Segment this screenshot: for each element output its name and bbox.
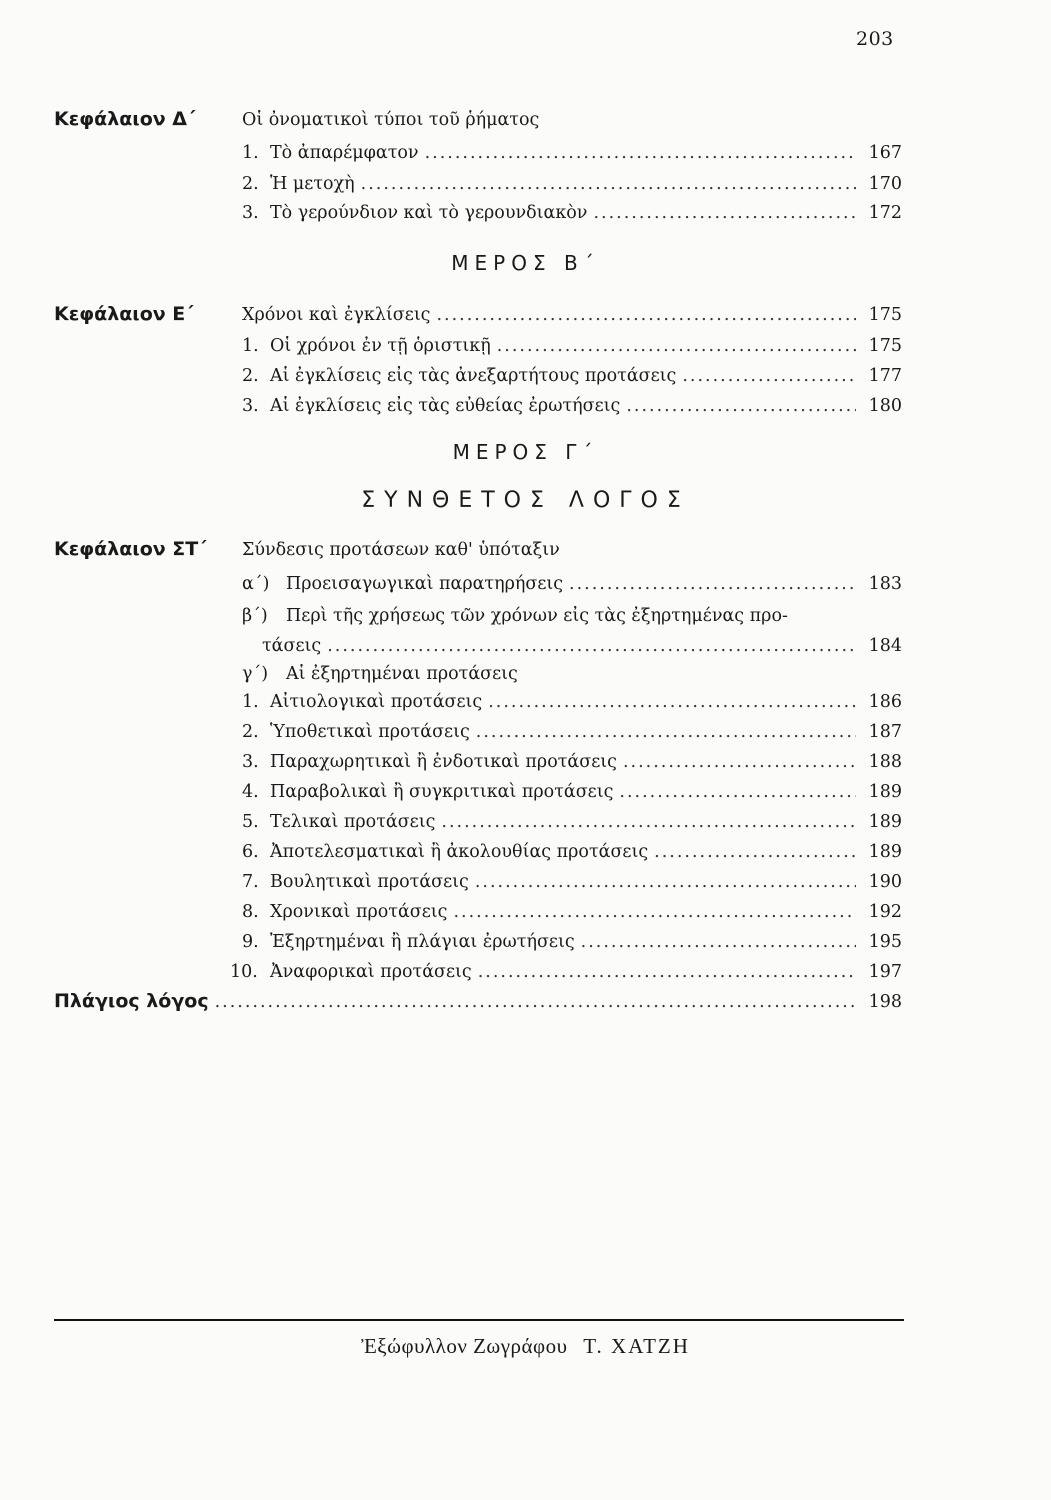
toc-entry	[242, 902, 902, 922]
entry-number: 1.	[242, 692, 259, 712]
dot-leader	[361, 174, 856, 194]
toc-entry	[242, 872, 902, 892]
entry-title: Αἱ ἐγκλίσεις εἰς τὰς ἀνεξαρτήτους προτάσεις	[270, 366, 677, 386]
dot-leader	[682, 366, 856, 386]
entry-page: 198	[868, 992, 902, 1012]
dot-leader	[476, 722, 856, 742]
toc-entry	[242, 396, 902, 416]
entry-title: Ἀποτελεσματικαὶ ἢ ἀκολουθίας προτάσεις	[270, 842, 649, 862]
toc-entry	[242, 305, 902, 325]
entry-number: 1.	[242, 336, 259, 356]
entry-number: 9.	[242, 932, 259, 952]
dot-leader	[425, 143, 856, 163]
dot-leader	[626, 396, 856, 416]
dot-leader	[215, 992, 856, 1012]
entry-page: 170	[868, 174, 902, 194]
toc-entry	[242, 932, 902, 952]
entry-title: Τὸ ἀπαρέμφατον	[270, 143, 419, 163]
toc-entry	[242, 664, 518, 684]
entry-page: 189	[868, 782, 902, 802]
entry-page: 175	[868, 336, 902, 356]
entry-page: 190	[868, 872, 902, 892]
toc-entry	[54, 990, 902, 1012]
entry-number: 5.	[242, 812, 259, 832]
page-number: 203	[856, 28, 894, 50]
entry-number: γ΄)	[242, 664, 269, 684]
entry-title: τάσεις	[262, 636, 322, 656]
dot-leader	[593, 203, 856, 223]
credit-prefix: Ἐξώφυλλον Ζωγράφου	[361, 1334, 568, 1358]
entry-number: 8.	[242, 902, 259, 922]
dot-leader	[327, 636, 856, 656]
entry-page: 195	[868, 932, 902, 952]
toc-entry	[242, 842, 902, 862]
toc-entry	[242, 336, 902, 356]
entry-page: 187	[868, 722, 902, 742]
epilogue-label: Πλάγιος λόγος	[54, 990, 209, 1012]
dot-leader	[654, 842, 856, 862]
dot-leader	[436, 305, 856, 325]
chapter-d-label: Κεφάλαιον Δ΄	[54, 108, 196, 130]
part-c-heading: ΜΕΡΟΣ Γ΄	[452, 440, 599, 464]
entry-title: Παραβολικαὶ ἢ συγκριτικαὶ προτάσεις	[270, 782, 614, 802]
dot-leader	[581, 932, 856, 952]
dot-leader	[441, 812, 856, 832]
entry-number: 2.	[242, 174, 259, 194]
entry-number: 2.	[242, 366, 259, 386]
toc-entry	[242, 752, 902, 772]
dot-leader	[569, 574, 856, 594]
entry-number: 3.	[242, 396, 259, 416]
toc-entry	[242, 174, 902, 194]
entry-page: 177	[868, 366, 902, 386]
part-b-heading: ΜΕΡΟΣ Β΄	[451, 251, 600, 275]
entry-number: 1.	[242, 143, 259, 163]
toc-entry	[242, 782, 902, 802]
toc-entry	[242, 606, 902, 626]
entry-page: 188	[868, 752, 902, 772]
dot-leader	[497, 336, 856, 356]
dot-leader	[623, 752, 856, 772]
toc-entry	[242, 812, 902, 832]
toc-entry	[242, 692, 902, 712]
entry-page: 186	[868, 692, 902, 712]
toc-entry-continuation	[262, 636, 902, 656]
entry-number: β΄)	[242, 606, 268, 626]
dot-leader	[478, 962, 856, 982]
footer-rule	[54, 1319, 904, 1321]
toc-entry	[242, 574, 902, 594]
entry-page: 189	[868, 842, 902, 862]
entry-title: Βουλητικαὶ προτάσεις	[270, 872, 469, 892]
entry-number: 10.	[230, 962, 258, 982]
entry-title: Χρονικαὶ προτάσεις	[270, 902, 448, 922]
entry-page: 172	[868, 203, 902, 223]
entry-page: 197	[868, 962, 902, 982]
chapter-e-label: Κεφάλαιον Ε΄	[54, 303, 194, 325]
entry-number: 3.	[242, 203, 259, 223]
chapter-st-title-text: Σύνδεσις προτάσεων καθ' ὑπόταξιν	[242, 540, 560, 560]
entry-title: Ἐξηρτημέναι ἢ πλάγιαι ἐρωτήσεις	[270, 932, 575, 952]
dot-leader	[619, 782, 856, 802]
entry-title: Τελικαὶ προτάσεις	[270, 812, 436, 832]
entry-page: 180	[868, 396, 902, 416]
entry-title: Περὶ τῆς χρήσεως τῶν χρόνων εἰς τὰς ἐξηρτημένας προ-	[286, 606, 788, 626]
credit-name: Τ. ΧΑΤΖΗ	[583, 1334, 690, 1358]
entry-number: 4.	[242, 782, 259, 802]
entry-number: 7.	[242, 872, 259, 892]
part-c-subtitle: ΣΥΝΘΕΤΟΣ ΛΟΓΟΣ	[361, 488, 690, 513]
dot-leader	[475, 872, 856, 892]
entry-number: α΄)	[242, 574, 270, 594]
entry-title: Αἰτιολογικαὶ προτάσεις	[270, 692, 483, 712]
entry-title: Αἱ ἐξηρτημέναι προτάσεις	[286, 664, 518, 684]
chapter-e-title: Χρόνοι καὶ ἐγκλίσεις	[242, 305, 431, 325]
entry-page: 175	[868, 305, 902, 325]
entry-page: 183	[868, 574, 902, 594]
entry-title: Οἱ χρόνοι ἐν τῇ ὁριστικῇ	[270, 336, 491, 356]
chapter-d-title-text: Οἱ ὀνοματικοὶ τύποι τοῦ ῥήματος	[242, 110, 540, 130]
dot-leader	[488, 692, 856, 712]
entry-title: Αἱ ἐγκλίσεις εἰς τὰς εὐθείας ἐρωτήσεις	[270, 396, 621, 416]
chapter-d-title	[242, 110, 539, 130]
entry-page: 192	[868, 902, 902, 922]
toc-entry	[242, 366, 902, 386]
entry-number: 3.	[242, 752, 259, 772]
dot-leader	[453, 902, 856, 922]
toc-entry	[230, 962, 902, 982]
toc-entry	[242, 722, 902, 742]
chapter-st-title	[242, 540, 560, 560]
chapter-st-label: Κεφάλαιον ΣΤ΄	[54, 538, 207, 560]
cover-credit	[0, 1334, 1051, 1359]
toc-entry	[242, 143, 902, 163]
entry-page: 167	[868, 143, 902, 163]
entry-title: Ὑποθετικαὶ προτάσεις	[270, 722, 470, 742]
entry-number: 6.	[242, 842, 259, 862]
entry-title: Προεισαγωγικαὶ παρατηρήσεις	[286, 574, 564, 594]
entry-title: Ἀναφορικαὶ προτάσεις	[270, 962, 472, 982]
entry-title: Παραχωρητικαὶ ἢ ἐνδοτικαὶ προτάσεις	[270, 752, 617, 772]
entry-number: 2.	[242, 722, 259, 742]
entry-title: Ἡ μετοχὴ	[270, 174, 355, 194]
entry-title: Τὸ γερούνδιον καὶ τὸ γερουνδιακὸν	[270, 203, 588, 223]
entry-page: 189	[868, 812, 902, 832]
entry-page: 184	[868, 636, 902, 656]
toc-entry	[242, 203, 902, 223]
